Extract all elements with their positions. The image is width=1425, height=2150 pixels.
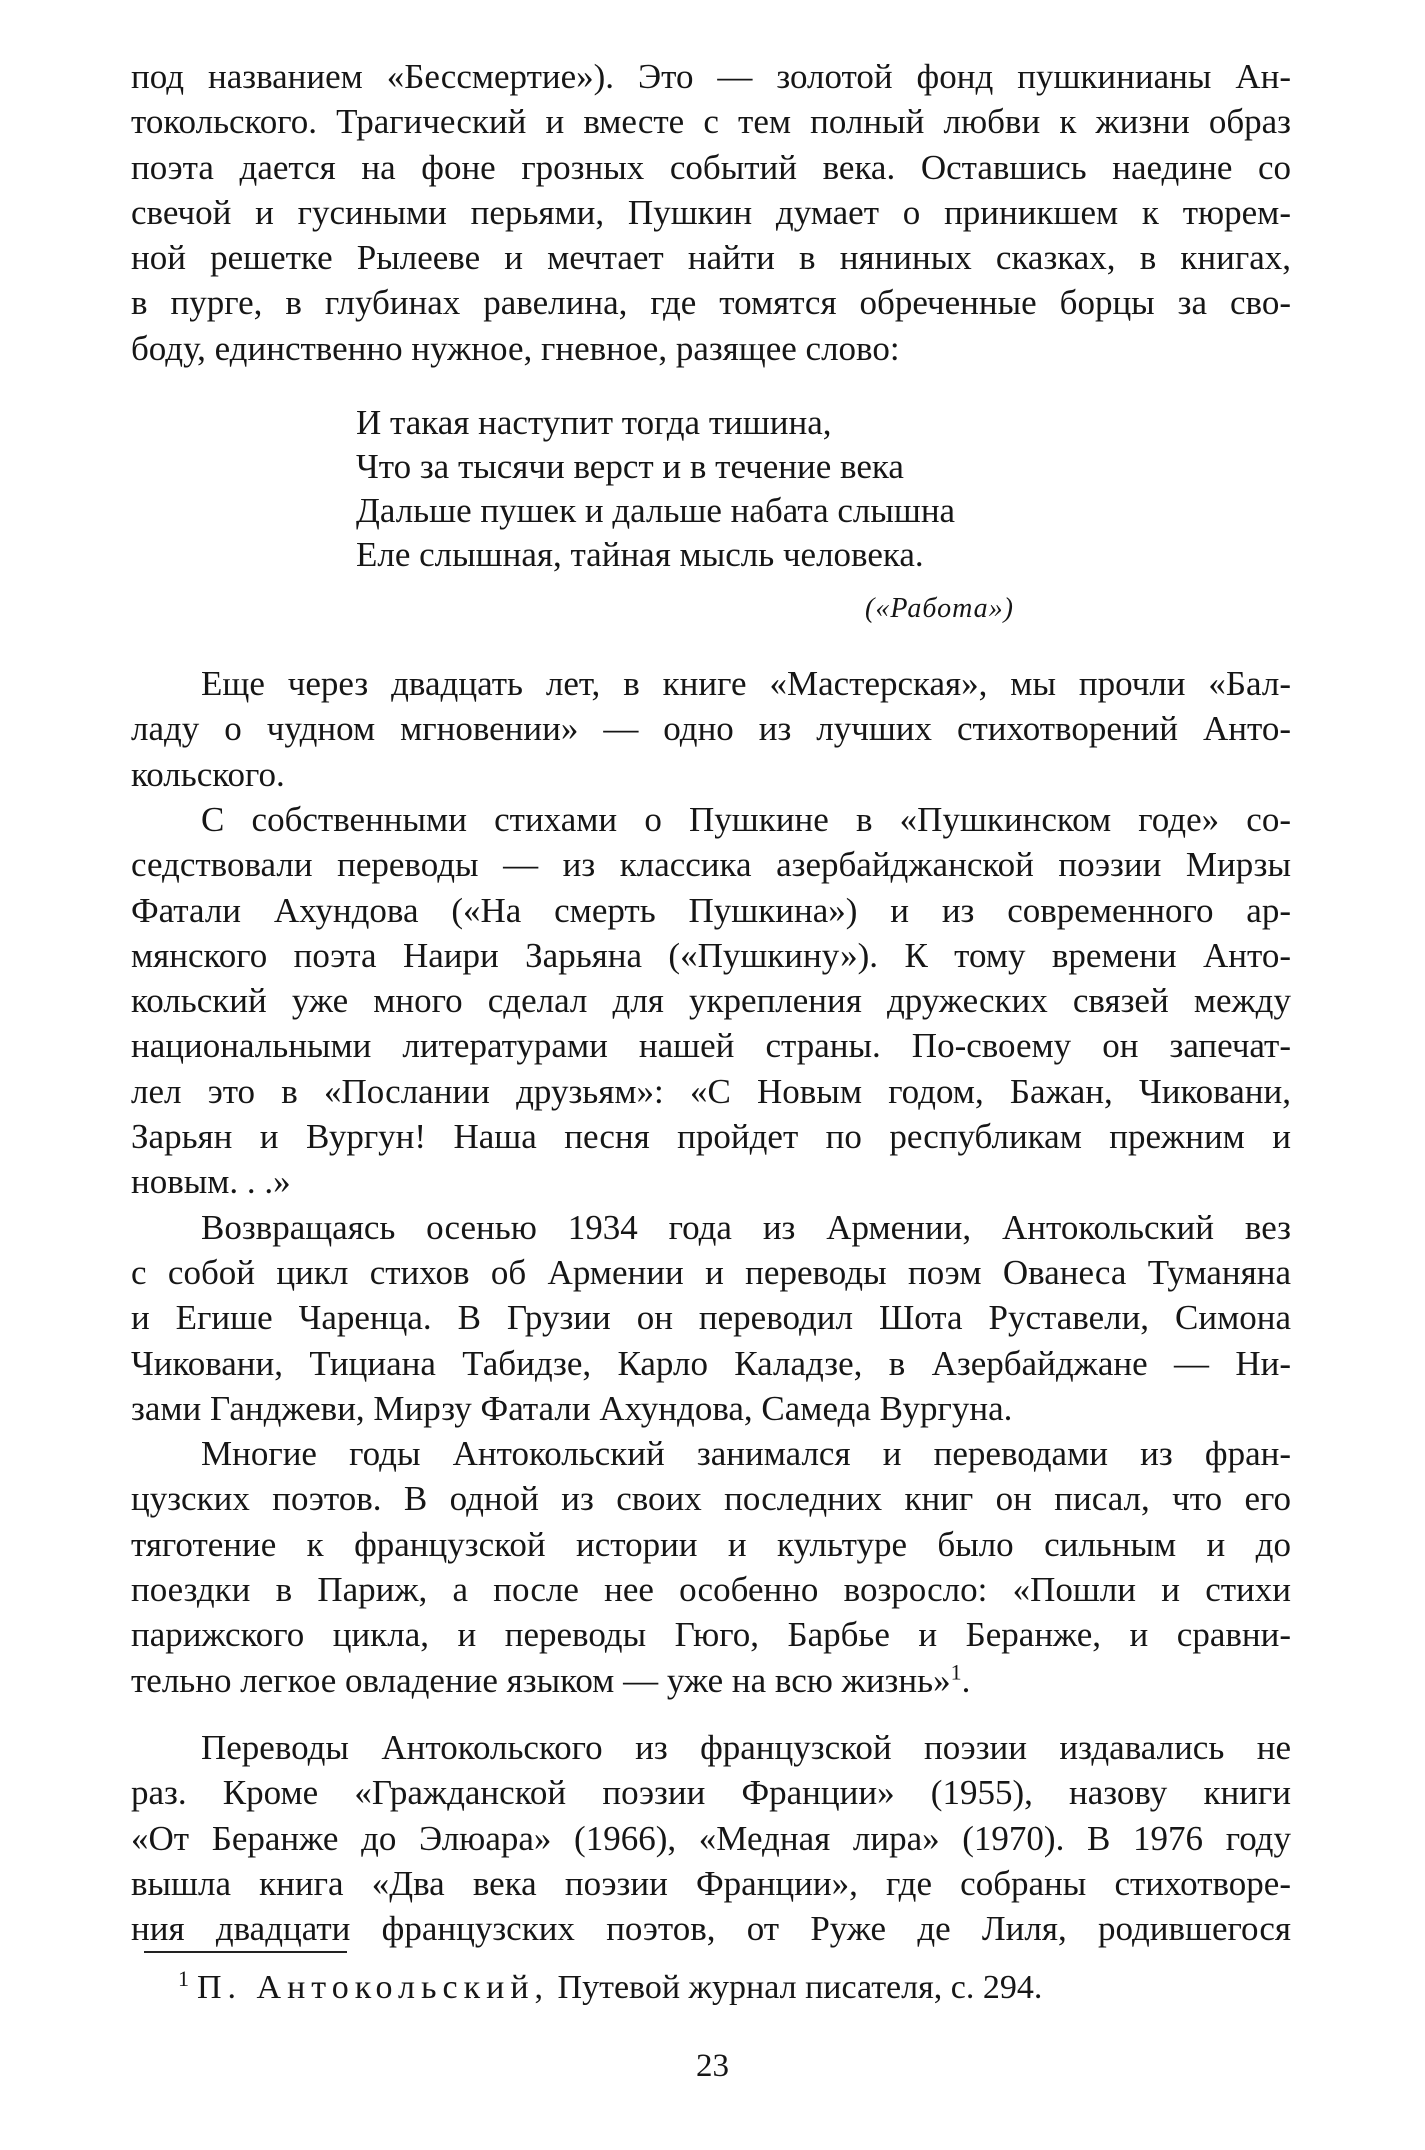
text-line: Зарьян и Вургун! Наша песня пройдет по республикам прежним и (131, 1117, 1291, 1157)
text-line: и Егише Чаренца. В Грузии он переводил Шота Руставели, Симона (131, 1298, 1291, 1338)
paragraph-french-poets (131, 1431, 1291, 1703)
text-line: Многие годы Антокольский занимался и переводами из фран- (201, 1434, 1291, 1474)
text-line: Еще через двадцать лет, в книге «Мастерская», мы прочли «Бал- (201, 664, 1291, 704)
text-line: национальными литературами нашей страны. По-своему он запечат- (131, 1026, 1291, 1066)
footnote-divider (144, 1951, 347, 1953)
footnote-author: П. Антокольский, (197, 1969, 550, 2006)
intro-paragraph (131, 54, 1291, 371)
footnote (178, 1966, 1042, 2010)
text-line: ладу о чудном мгновении» — одно из лучших стихотворений Анто- (131, 709, 1291, 749)
text-line: Фатали Ахундова («На смерть Пушкина») и из современного ар- (131, 890, 1291, 930)
text-line: раз. Кроме «Гражданской поэзии Франции» (1955), назову книги (131, 1773, 1291, 1813)
text-line: с собой цикл стихов об Армении и переводы поэм Ованеса Туманяна (131, 1252, 1291, 1292)
text-line: новым. . .» (131, 1162, 291, 1202)
paragraph-translations (131, 797, 1291, 1205)
text-line: Переводы Антокольского из французской поэзии издавались не (201, 1727, 1291, 1767)
footnote-reference[interactable]: 1 (950, 1658, 962, 1684)
verse-quote (356, 401, 1291, 577)
text-line: мянского поэта Наири Зарьяна («Пушкину»). К тому времени Анто- (131, 935, 1291, 975)
text-line: боду, единственно нужное, гневное, разящее слово: (131, 328, 900, 368)
text-line: тельно легкое овладение языком — уже на всю жизнь»$^1$. (131, 1658, 971, 1700)
text-line: цузских поэтов. В одной из своих последних книг он писал, что его (131, 1479, 1291, 1519)
text-line: кольского. (131, 754, 285, 794)
text-line: тяготение к французской истории и культуре было сильным и до (131, 1524, 1291, 1564)
paragraph-editions (131, 1725, 1291, 1951)
footnote-text: Путевой журнал писателя, с. 294. (557, 1969, 1043, 2006)
text-line: Возвращаясь осенью 1934 года из Армении, Антокольский вез (201, 1207, 1291, 1247)
text-line: «От Беранже до Элюара» (1966), «Медная лира» (1970). В 1976 году (131, 1818, 1291, 1858)
verse-line: Что за тысячи верст и в течение века (356, 447, 904, 487)
verse-source: («Работа») (865, 593, 1014, 625)
text-line: в пурге, в глубинах равелина, где томятся обреченные борцы за сво- (131, 283, 1291, 323)
text-line: поездки в Париж, а после нее особенно возросло: «Пошли и стихи (131, 1570, 1291, 1610)
verse-line: Еле слышная, тайная мысль человека. (356, 535, 924, 575)
text-line: С собственными стихами о Пушкине в «Пушкинском годе» со- (201, 799, 1291, 839)
text-line: Чиковани, Тициана Табидзе, Карло Каладзе, в Азербайджане — Ни- (131, 1343, 1291, 1383)
text-line: свечой и гусиными перьями, Пушкин думает о приникшем к тюрем- (131, 192, 1291, 232)
verse-line: Дальше пушек и дальше набата слышна (356, 491, 956, 531)
text-line: вышла книга «Два века поэзии Франции», где собраны стихотворе- (131, 1863, 1291, 1903)
page-body (131, 54, 1291, 1951)
text-line: парижского цикла, и переводы Гюго, Барбье и Беранже, и сравни- (131, 1615, 1291, 1655)
text-line: токольского. Трагический и вместе с тем полный любви к жизни образ (131, 102, 1291, 142)
page-number: 23 (696, 2048, 729, 2084)
text-line: зами Ганджеви, Мирзу Фатали Ахундова, Самеда Вургуна. (131, 1388, 1013, 1428)
verse-line: И такая наступит тогда тишина, (356, 403, 832, 443)
text-line: ной решетке Рылееве и мечтает найти в няниных сказках, в книгах, (131, 238, 1291, 278)
text-line: под названием «Бессмертие»). Это — золотой фонд пушкинианы Ан- (131, 57, 1291, 96)
text-line: седствовали переводы — из классика азербайджанской поэзии Мирзы (131, 845, 1291, 885)
text-line: лел это в «Послании друзьям»: «С Новым годом, Бажан, Чиковани, (131, 1071, 1291, 1111)
text-line: кольский уже много сделал для укрепления дружеских связей между (131, 981, 1291, 1021)
paragraph-armenia (131, 1205, 1291, 1431)
footnote-mark: 1 (178, 1965, 189, 1991)
text-line: ния двадцати французских поэтов, от Руже де Лиля, родившегося (131, 1909, 1291, 1949)
text-line-content: тельно легкое овладение языком — уже на всю жизнь» (131, 1660, 951, 1700)
paragraph-masterskaya (131, 661, 1291, 797)
text-line: поэта дается на фоне грозных событий века. Оставшись наедине со (131, 147, 1291, 187)
